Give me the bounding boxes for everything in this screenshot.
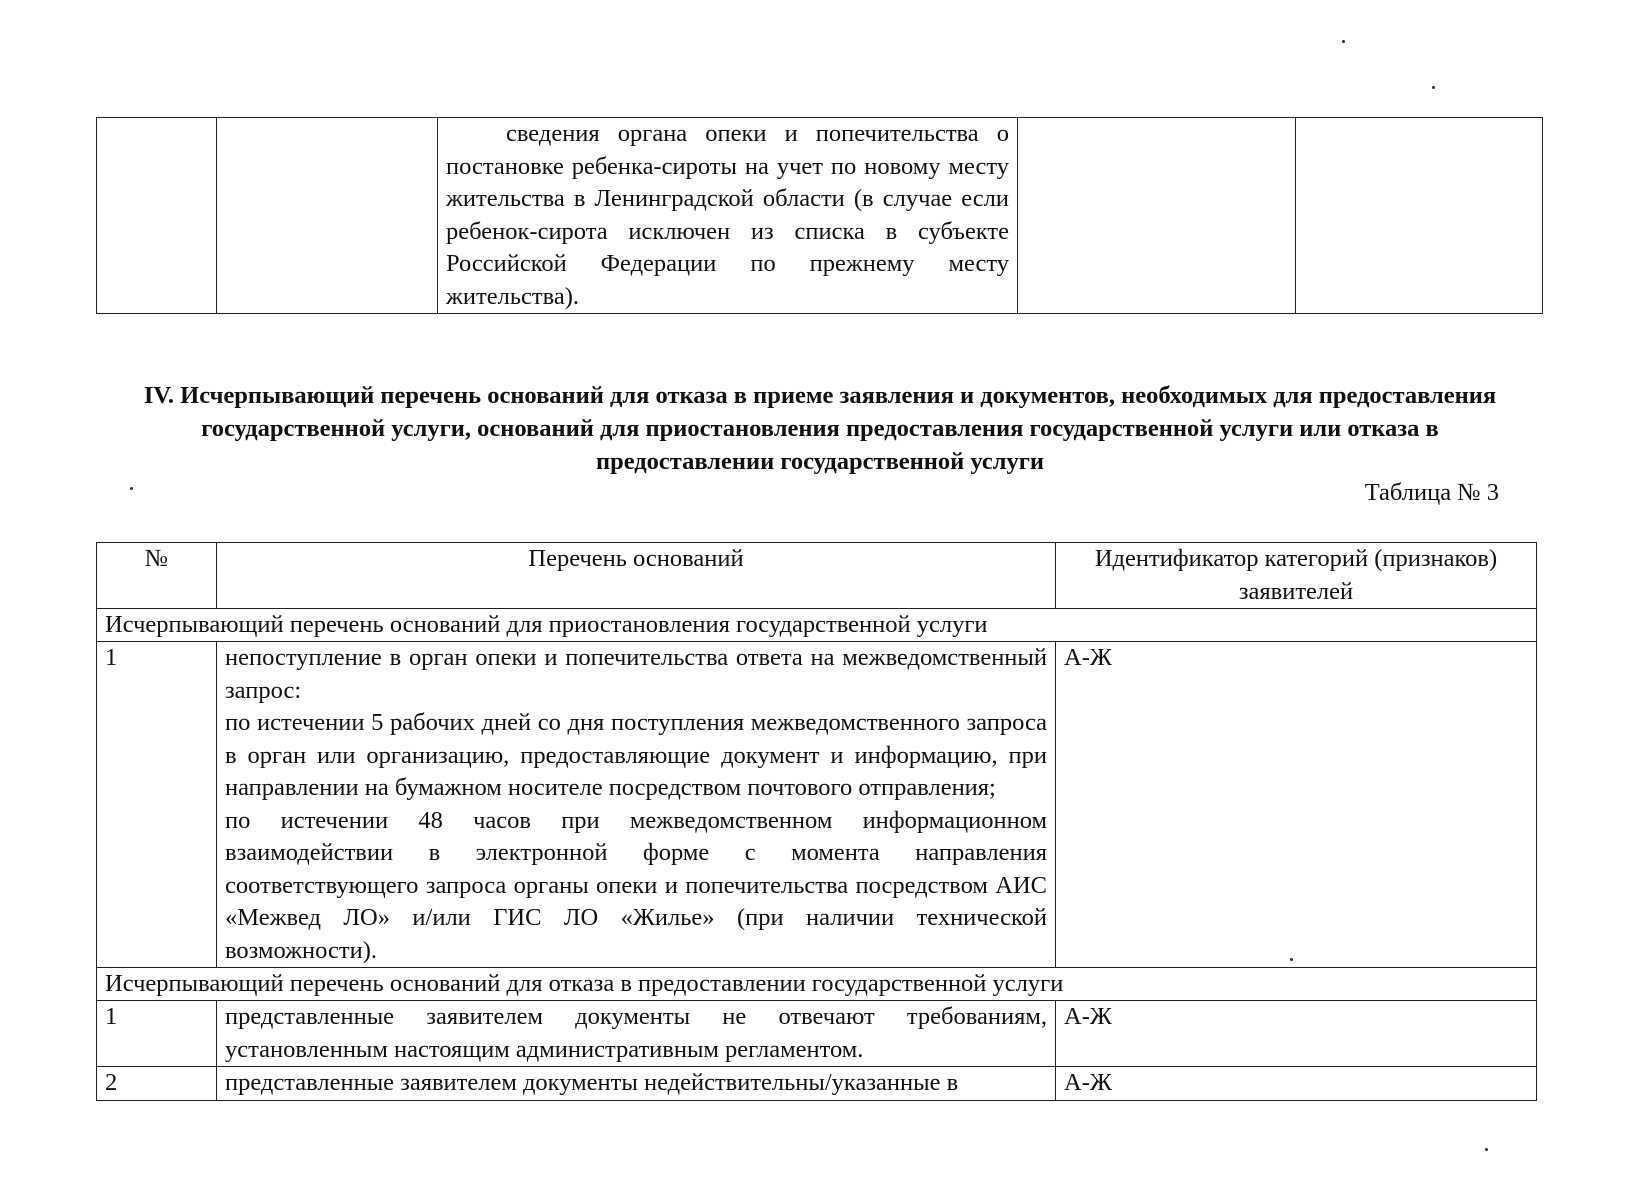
continuation-table (96, 117, 1543, 314)
row-reasons (217, 642, 1056, 968)
row-identifier: А-Ж (1056, 1001, 1537, 1067)
table-row (97, 118, 1543, 314)
grounds-table (96, 542, 1537, 1101)
column-header-number: № (97, 543, 217, 609)
scan-speck (130, 487, 133, 490)
row-identifier: А-Ж (1056, 1067, 1537, 1101)
group-title: Исчерпывающий перечень оснований для приостановления государственной услуги (97, 609, 1537, 642)
table-label: Таблица № 3 (1364, 479, 1499, 506)
table-row (97, 642, 1537, 968)
scan-speck (1432, 86, 1435, 89)
table-row (97, 1067, 1537, 1101)
scan-speck (1342, 40, 1345, 43)
group-row (97, 609, 1537, 642)
reason-paragraph: представленные заявителем документы не отвечают требованиям, установленным настоящим административным регламентом. (225, 1003, 1047, 1063)
group-title: Исчерпывающий перечень оснований для отказа в предоставлении государственной услуги (97, 968, 1537, 1001)
column-header-reasons: Перечень оснований (217, 543, 1056, 609)
empty-cell (97, 118, 217, 314)
reason-paragraph: непоступление в орган опеки и попечительства ответа на межведомственный запрос: (225, 644, 1047, 704)
table-row (97, 1001, 1537, 1067)
scan-speck (1485, 1148, 1488, 1151)
column-header-identifier: Идентификатор категорий (признаков) заявителей (1056, 543, 1537, 609)
section-heading: IV. Исчерпывающий перечень оснований для отказа в приеме заявления и документов, необходимых для предоставления государственной услуги, оснований для приостановления предоставления государственной услуги или отказа в предоставлении государственной услуги (143, 382, 1497, 475)
empty-cell (1296, 118, 1543, 314)
scan-speck (1290, 958, 1293, 961)
row-number: 1 (97, 1001, 217, 1067)
reason-paragraph: представленные заявителем документы недействительны/указанные в (225, 1069, 959, 1096)
reason-paragraph: по истечении 48 часов при межведомственном информационном взаимодействии в электронной форме с момента направления соответствующего запроса органы опеки и попечительства посредством АИС «Межвед ЛО» и/или ГИС ЛО «Жилье» (при наличии технической возможности). (225, 806, 1047, 964)
row-number: 2 (97, 1067, 217, 1101)
empty-cell (1018, 118, 1296, 314)
row-number: 1 (97, 642, 217, 968)
row-identifier: А-Ж (1056, 642, 1537, 968)
row-reasons (217, 1067, 1056, 1101)
empty-cell (217, 118, 438, 314)
group-row (97, 968, 1537, 1001)
row-reasons (217, 1001, 1056, 1067)
table-header-row (97, 543, 1537, 609)
continuation-cell: сведения органа опеки и попечительства о постановке ребенка-сироты на учет по новому месту жительства в Ленинградской области (в случае если ребенок-сирота исключен из списка в субъекте Российской Федерации по прежнему месту жительства). (438, 118, 1018, 314)
reason-paragraph: по истечении 5 рабочих дней со дня поступления межведомственного запроса в орган или организацию, предоставляющие документ и информацию, при направлении на бумажном носителе посредством почтового отправления; (225, 709, 1047, 801)
